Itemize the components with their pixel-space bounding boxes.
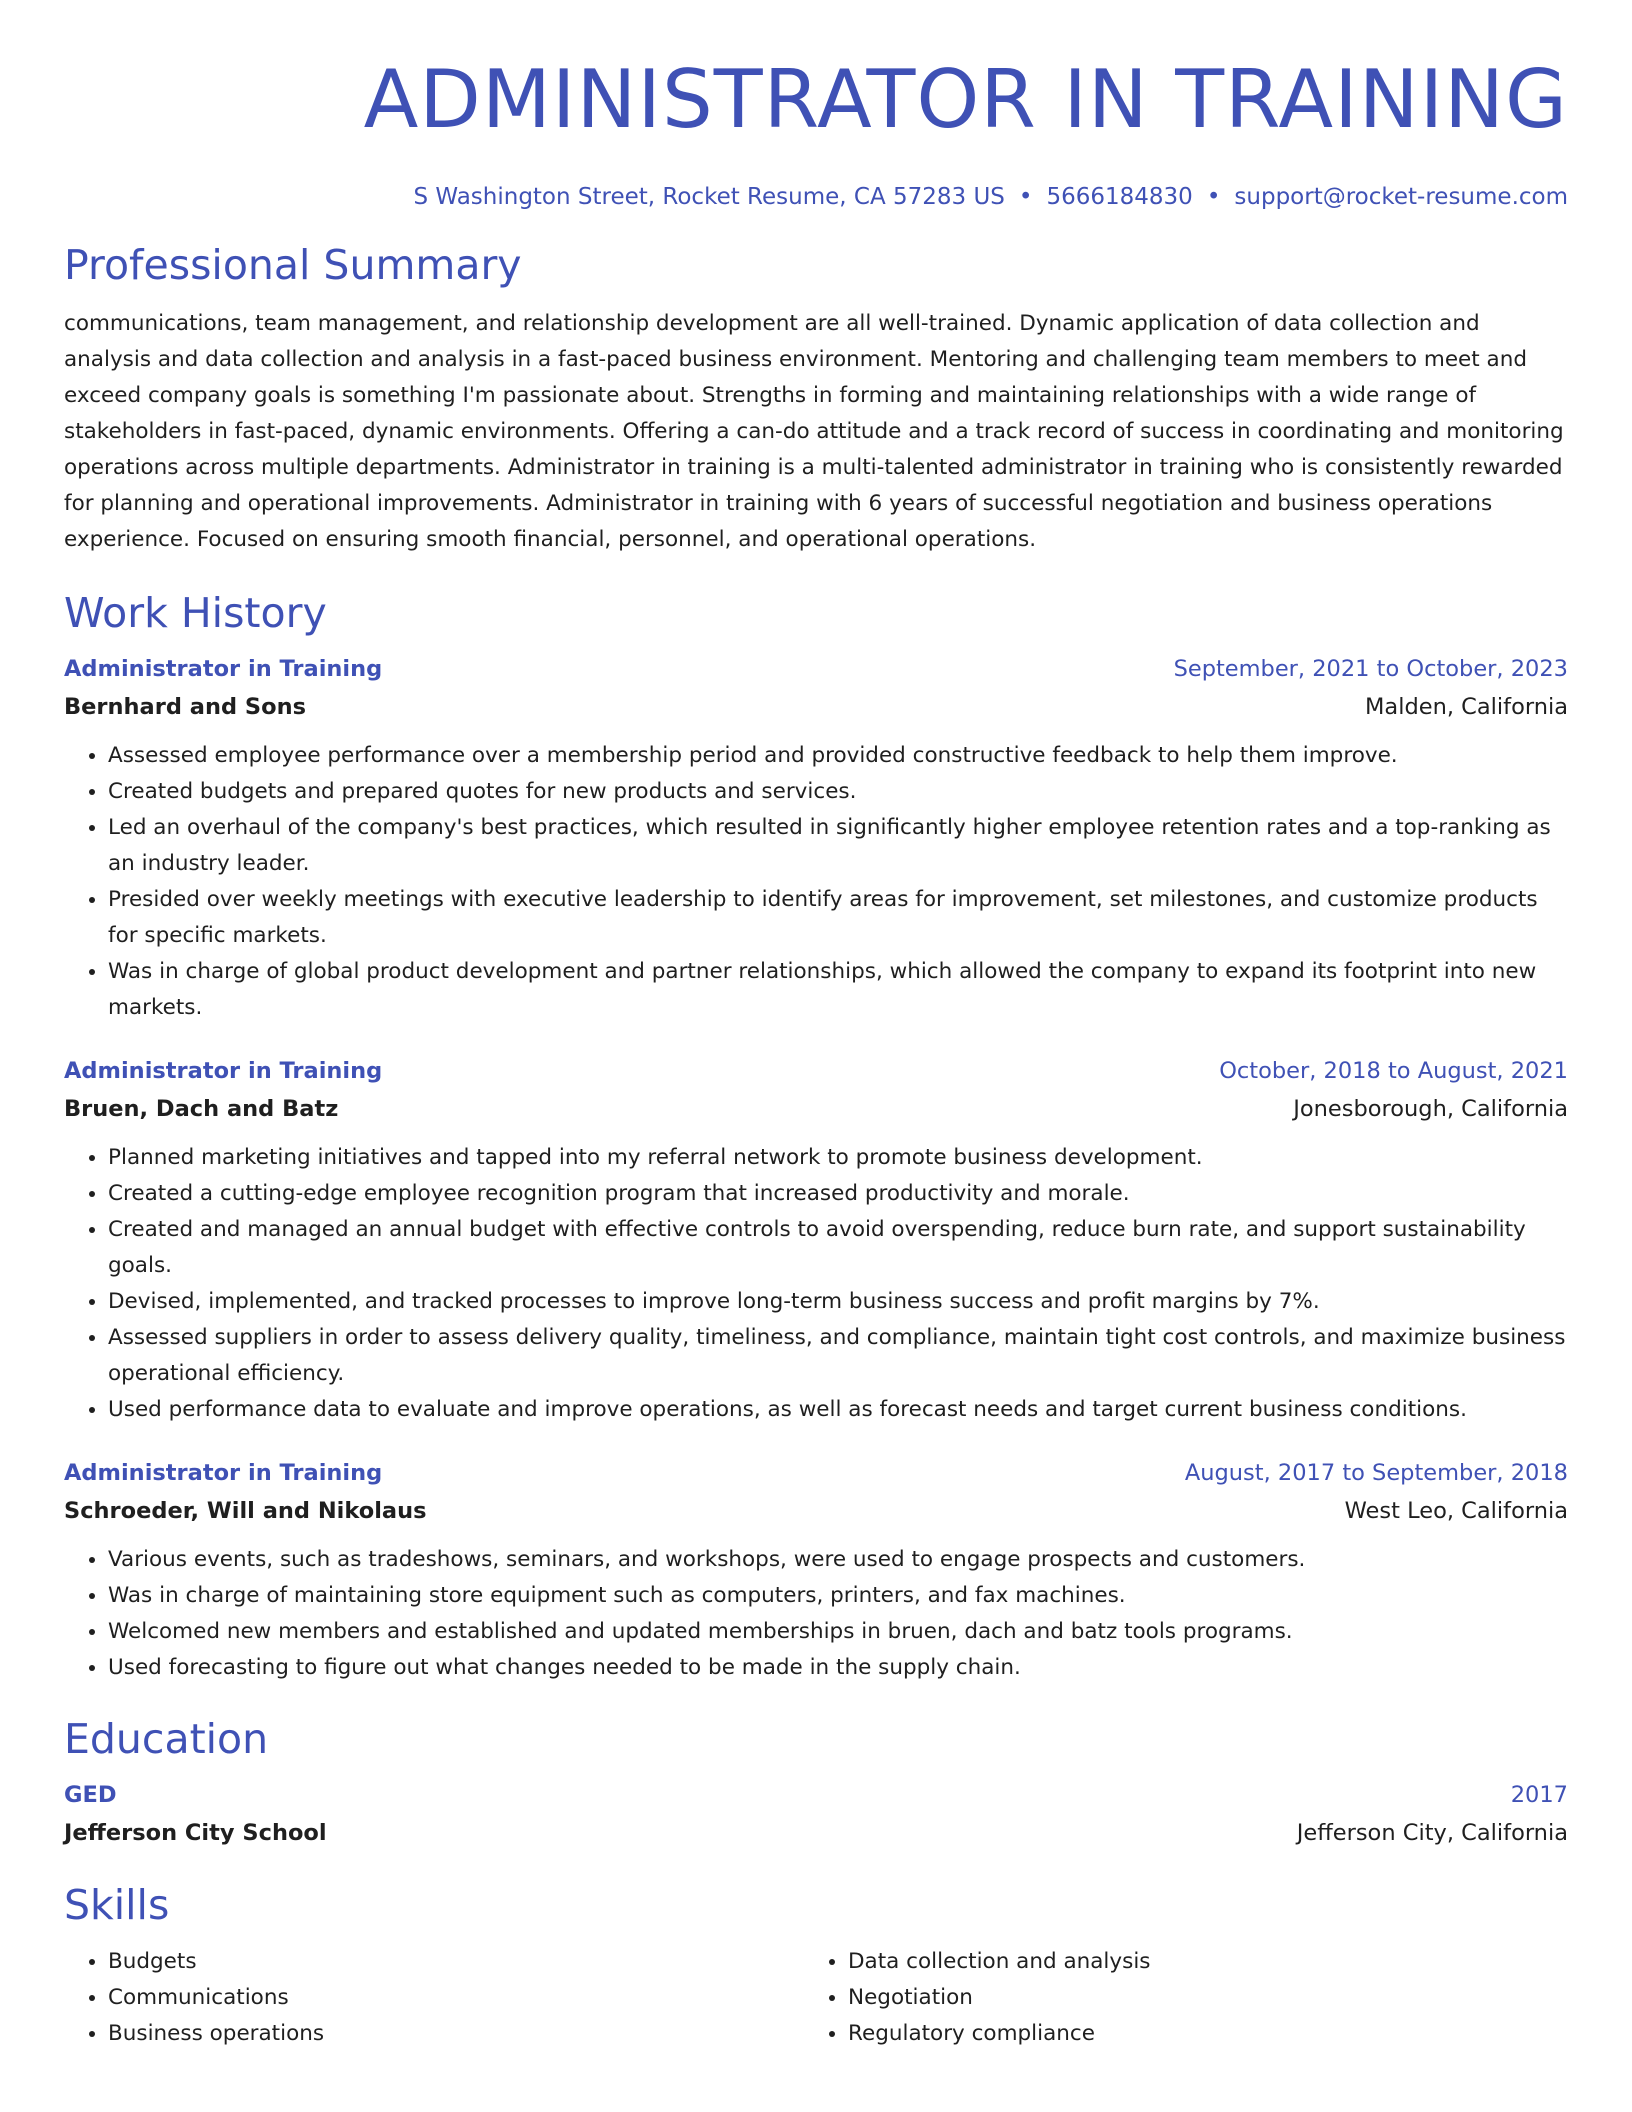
contact-phone: 5666184830 [1046,184,1193,210]
job-subheader [64,1090,1568,1128]
contact-email[interactable]: support@rocket-resume.com [1234,184,1568,210]
list-item: • Created a cutting-edge employee recognition program that increased productivity and morale. [108,1176,1568,1212]
list-item: • Business operations [108,2016,804,2052]
skills-columns [64,1944,1568,2052]
skills-list-right [804,1944,1544,2052]
contact-address: S Washington Street, Rocket Resume, CA 57283 US [413,184,1005,210]
section-title-summary: Professional Summary [64,241,522,289]
education-entry [64,1776,1568,1852]
list-item: • Led an overhaul of the company's best practices, which resulted in significantly higher employee retention rates and a top-ranking as an industry leader. [108,810,1568,882]
education-school: Jefferson City School [64,1820,327,1846]
list-item: • Used forecasting to figure out what changes needed to be made in the supply chain. [108,1650,1568,1686]
candidate-name: ADMINISTRATOR IN TRAINING [363,53,1568,146]
job-location: Malden, California [1365,694,1568,720]
job-bullets [64,1140,1568,1428]
job-dates: August, 2017 to September, 2018 [1184,1460,1568,1486]
job-location: West Leo, California [1344,1498,1568,1524]
job-employer: Bernhard and Sons [64,694,306,720]
job-employer: Schroeder, Will and Nikolaus [64,1498,427,1524]
skills-list-left [64,1944,804,2052]
list-item: • Welcomed new members and established and updated memberships in bruen, dach and batz tools programs. [108,1614,1568,1650]
list-item: • Negotiation [848,1980,1544,2016]
job-bullets [64,1542,1568,1686]
job-title: Administrator in Training [64,1058,383,1084]
list-item: • Data collection and analysis [848,1944,1544,1980]
job-subheader [64,688,1568,726]
section-title-work: Work History [64,589,327,637]
contact-separator: • [1206,184,1221,210]
section-title-education: Education [64,1715,269,1763]
job-header [64,650,1568,688]
job-entry [64,1052,1568,1428]
list-item: • Was in charge of maintaining store equipment such as computers, printers, and fax machines. [108,1578,1568,1614]
list-item: • Used performance data to evaluate and improve operations, as well as forecast needs and target current business conditions. [108,1392,1568,1428]
job-dates: October, 2018 to August, 2021 [1219,1058,1568,1084]
list-item: • Devised, implemented, and tracked processes to improve long-term business success and profit margins by 7%. [108,1284,1568,1320]
job-dates: September, 2021 to October, 2023 [1173,656,1568,682]
job-entry [64,650,1568,1026]
job-entry [64,1454,1568,1686]
list-item: • Assessed employee performance over a membership period and provided constructive feedback to help them improve. [108,738,1568,774]
contact-separator: • [1018,184,1033,210]
education-header [64,1776,1568,1814]
education-section [64,1714,1568,1852]
list-item: • Presided over weekly meetings with executive leadership to identify areas for improvement, set milestones, and customize products for specific markets. [108,882,1568,954]
list-item: • Budgets [108,1944,804,1980]
work-section [64,588,1568,1686]
education-location: Jefferson City, California [1296,1820,1568,1846]
job-location: Jonesborough, California [1293,1096,1568,1122]
list-item: • Regulatory compliance [848,2016,1544,2052]
education-subheader [64,1814,1568,1852]
list-item: • Was in charge of global product development and partner relationships, which allowed the company to expand its footprint into new markets. [108,954,1568,1026]
job-subheader [64,1492,1568,1530]
job-header [64,1454,1568,1492]
list-item: • Communications [108,1980,804,2016]
summary-section [64,240,1568,558]
education-degree: GED [64,1782,117,1808]
job-title: Administrator in Training [64,656,383,682]
contact-line [414,182,1568,212]
job-title: Administrator in Training [64,1460,383,1486]
section-title-skills: Skills [64,1881,170,1929]
summary-text: communications, team management, and relationship development are all well-trained. Dynamic application of data collection and analysis and data collection and analysis in a fast-paced business environment. Mentoring and challenging team members to meet and exceed company goals is something I'm passionate about. Strengths in forming and maintaining relationships with a wide range of stakeholders in fast-paced, dynamic environments. Offering a can-do attitude and a track record of success in coordinating and monitoring operations across multiple departments. Administrator in training is a multi-talented administrator in training who is consistently rewarded for planning and operational improvements. Administrator in training with 6 years of successful negotiation and business operations experience. Focused on ensuring smooth financial, personnel, and operational operations. [64,311,1564,552]
list-item: • Assessed suppliers in order to assess delivery quality, timeliness, and compliance, maintain tight cost controls, and maximize business operational efficiency. [108,1320,1568,1392]
list-item: • Various events, such as tradeshows, seminars, and workshops, were used to engage prospects and customers. [108,1542,1568,1578]
list-item: • Created and managed an annual budget with effective controls to avoid overspending, reduce burn rate, and support sustainability goals. [108,1212,1568,1284]
list-item: • Created budgets and prepared quotes for new products and services. [108,774,1568,810]
education-year: 2017 [1510,1782,1568,1808]
job-bullets [64,738,1568,1026]
job-header [64,1052,1568,1090]
job-employer: Bruen, Dach and Batz [64,1096,339,1122]
list-item: • Planned marketing initiatives and tapped into my referral network to promote business development. [108,1140,1568,1176]
skills-section [64,1880,1568,2052]
